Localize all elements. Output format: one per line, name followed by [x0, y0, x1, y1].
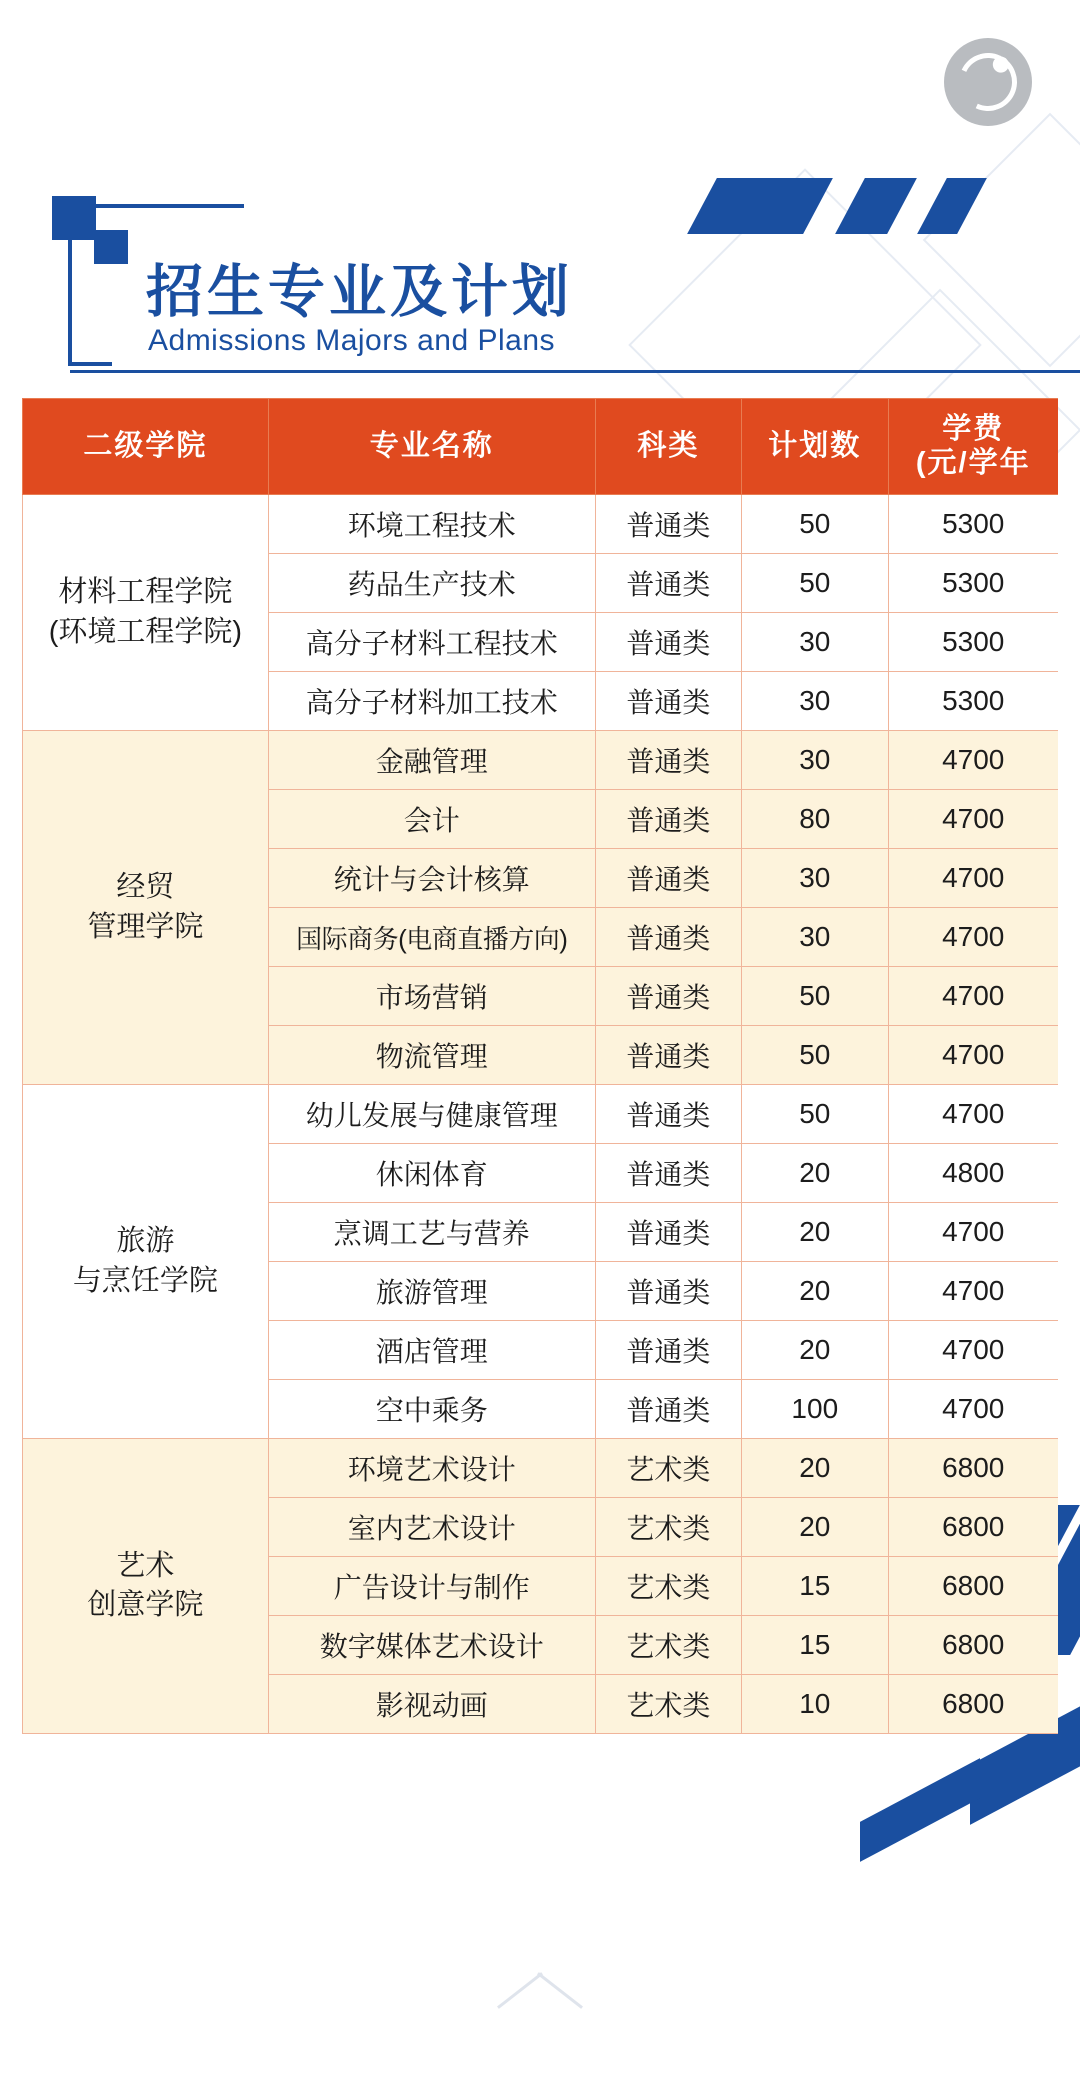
subject-type-cell: 普通类 [595, 1380, 741, 1439]
plan-count-cell: 15 [742, 1616, 888, 1675]
tuition-fee-cell: 4800 [888, 1144, 1058, 1203]
major-name-cell: 环境工程技术 [268, 495, 595, 554]
major-name-cell: 物流管理 [268, 1026, 595, 1085]
subject-type-cell: 普通类 [595, 495, 741, 554]
plan-count-cell: 20 [742, 1439, 888, 1498]
plan-count-cell: 50 [742, 1085, 888, 1144]
plan-count-cell: 20 [742, 1321, 888, 1380]
tuition-fee-cell: 5300 [888, 495, 1058, 554]
decor-square-small [94, 230, 128, 264]
major-name-cell: 高分子材料工程技术 [268, 613, 595, 672]
plan-count-cell: 50 [742, 554, 888, 613]
decor-blue-bar-bottom-4 [860, 1758, 980, 1862]
college-cell [23, 1085, 269, 1439]
col-header-fee-line2: (元/学年 [915, 446, 1031, 479]
decor-diamond-3 [923, 113, 1080, 368]
major-name-cell: 金融管理 [268, 731, 595, 790]
major-name-cell: 空中乘务 [268, 1380, 595, 1439]
plan-count-cell: 20 [742, 1203, 888, 1262]
college-name-line2: 创意学院 [87, 1589, 204, 1621]
majors-plan-table-wrap [22, 398, 1058, 1734]
tuition-fee-cell: 6800 [888, 1439, 1058, 1498]
college-name-line2: 与烹饪学院 [72, 1264, 218, 1297]
col-header-type: 科类 [595, 399, 741, 495]
subject-type-cell: 艺术类 [595, 1439, 741, 1498]
college-cell [23, 495, 269, 731]
plan-count-cell: 50 [742, 1026, 888, 1085]
col-header-fee [888, 399, 1058, 495]
plan-count-cell: 30 [742, 849, 888, 908]
table-row [23, 1085, 1059, 1144]
tuition-fee-cell: 4700 [888, 849, 1058, 908]
subject-type-cell: 普通类 [595, 1026, 741, 1085]
tuition-fee-cell: 4700 [888, 1085, 1058, 1144]
tuition-fee-cell: 6800 [888, 1557, 1058, 1616]
tuition-fee-cell: 6800 [888, 1675, 1058, 1734]
col-header-major: 专业名称 [268, 399, 595, 495]
spiral-logo-icon [944, 38, 1032, 126]
decor-chevron-icon [498, 1969, 582, 2013]
tuition-fee-cell: 5300 [888, 672, 1058, 731]
subject-type-cell: 普通类 [595, 1321, 741, 1380]
major-name-cell: 市场营销 [268, 967, 595, 1026]
tuition-fee-cell: 4700 [888, 908, 1058, 967]
tuition-fee-cell: 4700 [888, 731, 1058, 790]
subject-type-cell: 艺术类 [595, 1616, 741, 1675]
subject-type-cell: 普通类 [595, 908, 741, 967]
subject-type-cell: 艺术类 [595, 1675, 741, 1734]
subject-type-cell: 普通类 [595, 554, 741, 613]
tuition-fee-cell: 5300 [888, 554, 1058, 613]
majors-plan-table [22, 398, 1058, 1734]
subject-type-cell: 普通类 [595, 967, 741, 1026]
plan-count-cell: 30 [742, 672, 888, 731]
subject-type-cell: 普通类 [595, 613, 741, 672]
subject-type-cell: 普通类 [595, 1203, 741, 1262]
tuition-fee-cell: 4700 [888, 1262, 1058, 1321]
table-row [23, 495, 1059, 554]
table-body [23, 495, 1059, 1734]
college-name-line1: 旅游 [116, 1225, 175, 1258]
table-row [23, 1439, 1059, 1498]
plan-count-cell: 80 [742, 790, 888, 849]
major-name-cell: 酒店管理 [268, 1321, 595, 1380]
col-header-college: 二级学院 [23, 399, 269, 495]
college-name-line2: 管理学院 [87, 910, 204, 943]
table-row [23, 731, 1059, 790]
plan-count-cell: 50 [742, 967, 888, 1026]
college-cell [23, 1439, 269, 1734]
college-name-line2: (环境工程学院) [48, 615, 243, 648]
decor-blue-bar-2 [835, 178, 917, 234]
subject-type-cell: 普通类 [595, 790, 741, 849]
subject-type-cell: 普通类 [595, 672, 741, 731]
subject-type-cell: 普通类 [595, 1085, 741, 1144]
tuition-fee-cell: 5300 [888, 613, 1058, 672]
subject-type-cell: 普通类 [595, 1262, 741, 1321]
plan-count-cell: 20 [742, 1144, 888, 1203]
decor-blue-bar-3 [917, 178, 987, 234]
plan-count-cell: 15 [742, 1557, 888, 1616]
college-name-line1: 材料工程学院 [58, 576, 233, 609]
tuition-fee-cell: 4700 [888, 1026, 1058, 1085]
plan-count-cell: 10 [742, 1675, 888, 1734]
decor-blue-bar-1 [687, 178, 833, 234]
subject-type-cell: 艺术类 [595, 1557, 741, 1616]
major-name-cell: 国际商务(电商直播方向) [268, 908, 595, 967]
plan-count-cell: 30 [742, 908, 888, 967]
col-header-plan: 计划数 [742, 399, 888, 495]
tuition-fee-cell: 4700 [888, 1203, 1058, 1262]
tuition-fee-cell: 4700 [888, 967, 1058, 1026]
plan-count-cell: 100 [742, 1380, 888, 1439]
page-title-cn: 招生专业及计划 [146, 260, 573, 324]
major-name-cell: 药品生产技术 [268, 554, 595, 613]
plan-count-cell: 20 [742, 1498, 888, 1557]
major-name-cell: 会计 [268, 790, 595, 849]
major-name-cell: 幼儿发展与健康管理 [268, 1085, 595, 1144]
college-name-line1: 经贸 [116, 871, 175, 904]
plan-count-cell: 30 [742, 731, 888, 790]
major-name-cell: 高分子材料加工技术 [268, 672, 595, 731]
college-name-line1: 艺术 [116, 1549, 175, 1582]
plan-count-cell: 50 [742, 495, 888, 554]
page-title-en: Admissions Majors and Plans [148, 324, 556, 357]
plan-count-cell: 30 [742, 613, 888, 672]
subject-type-cell: 普通类 [595, 731, 741, 790]
major-name-cell: 影视动画 [268, 1675, 595, 1734]
subject-type-cell: 艺术类 [595, 1498, 741, 1557]
major-name-cell: 休闲体育 [268, 1144, 595, 1203]
major-name-cell: 烹调工艺与营养 [268, 1203, 595, 1262]
title-divider [70, 370, 1080, 373]
major-name-cell: 统计与会计核算 [268, 849, 595, 908]
major-name-cell: 广告设计与制作 [268, 1557, 595, 1616]
college-cell [23, 731, 269, 1085]
major-name-cell: 数字媒体艺术设计 [268, 1616, 595, 1675]
subject-type-cell: 普通类 [595, 1144, 741, 1203]
tuition-fee-cell: 4700 [888, 790, 1058, 849]
major-name-cell: 环境艺术设计 [268, 1439, 595, 1498]
major-name-cell: 室内艺术设计 [268, 1498, 595, 1557]
subject-type-cell: 普通类 [595, 849, 741, 908]
tuition-fee-cell: 6800 [888, 1616, 1058, 1675]
tuition-fee-cell: 4700 [888, 1321, 1058, 1380]
col-header-fee-line1: 学费 [942, 413, 1005, 446]
tuition-fee-cell: 4700 [888, 1380, 1058, 1439]
table-header-row [23, 399, 1059, 495]
tuition-fee-cell: 6800 [888, 1498, 1058, 1557]
decor-square-large [52, 196, 96, 240]
major-name-cell: 旅游管理 [268, 1262, 595, 1321]
plan-count-cell: 20 [742, 1262, 888, 1321]
